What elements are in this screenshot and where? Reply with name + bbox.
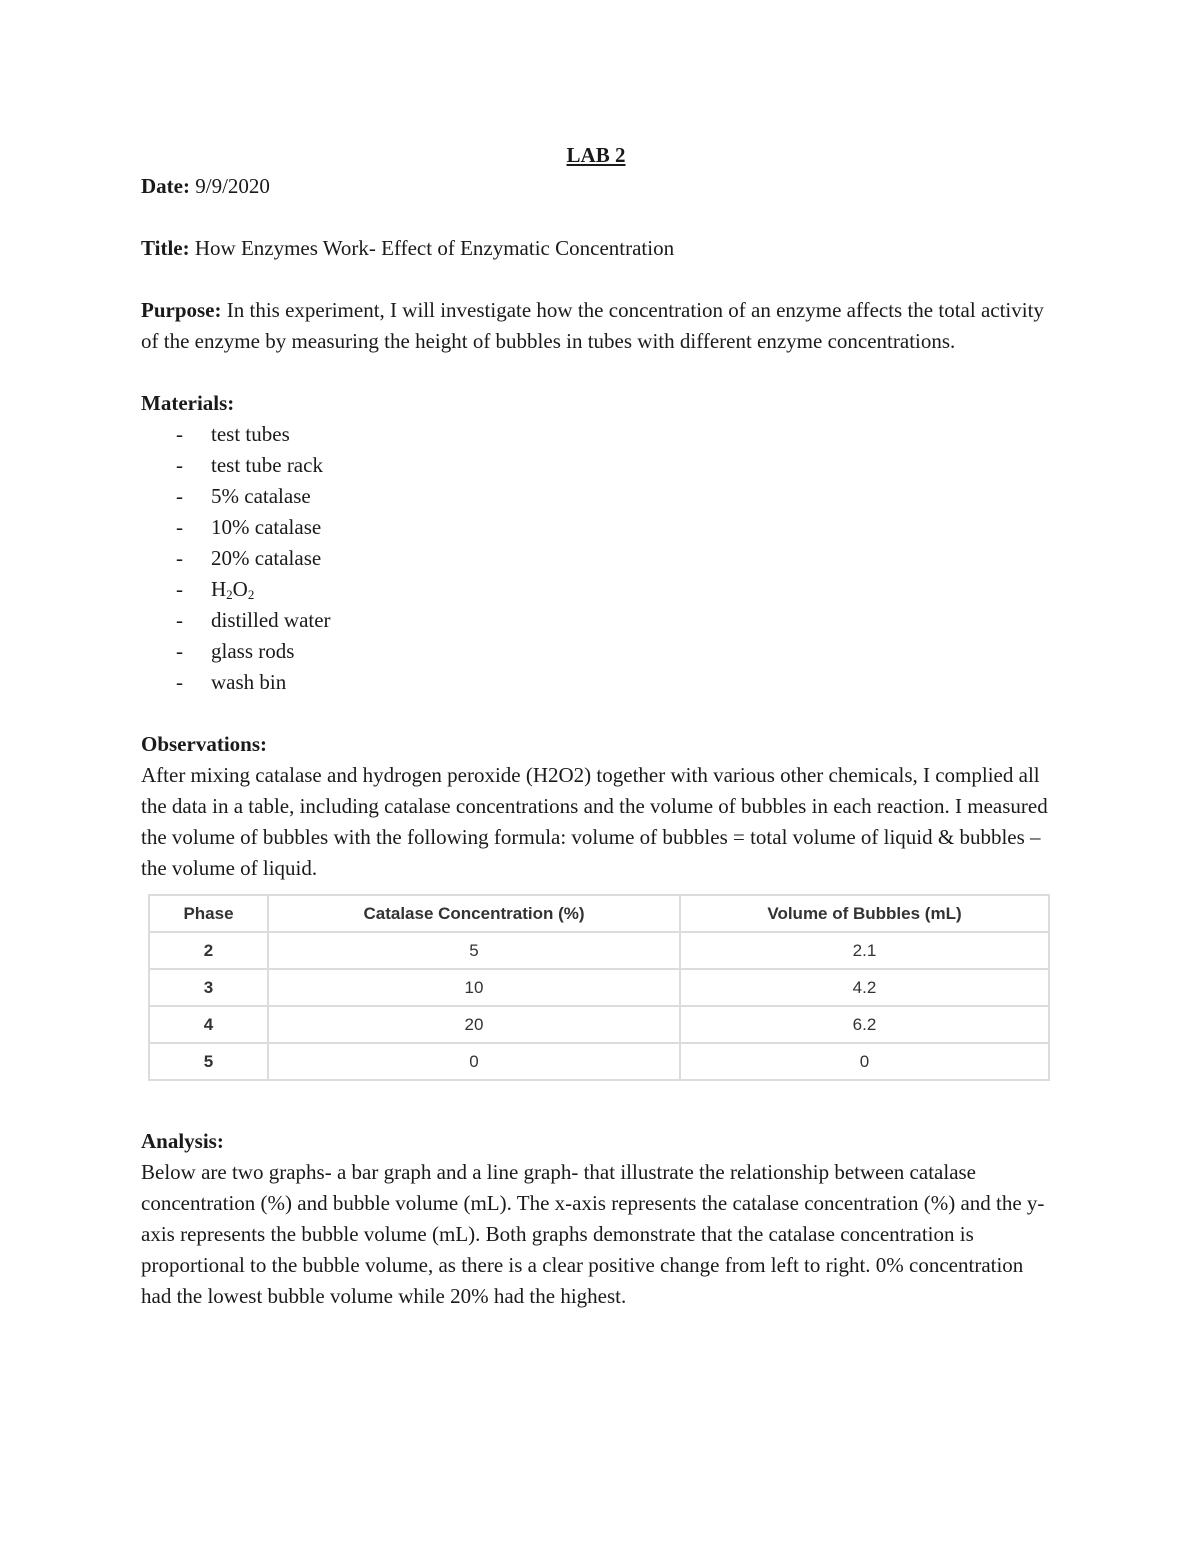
table-row <box>149 1006 1049 1043</box>
table-cell: 6.2 <box>680 1006 1049 1043</box>
column-header: Catalase Concentration (%) <box>268 895 680 932</box>
list-item <box>141 419 1051 450</box>
table-cell: 20 <box>268 1006 680 1043</box>
list-item-text: distilled water <box>211 608 331 632</box>
spacer <box>141 202 1051 233</box>
column-header: Volume of Bubbles (mL) <box>680 895 1049 932</box>
analysis-heading: Analysis: <box>141 1129 224 1153</box>
title-line <box>141 233 1051 264</box>
title-value: How Enzymes Work- Effect of Enzymatic Concentration <box>189 236 675 260</box>
list-bullet: - <box>176 484 183 508</box>
analysis-text: Below are two graphs- a bar graph and a line graph- that illustrate the relationship between catalase concentration (%) and bubble volume (mL). The x-axis represents the catalase concentration (%) and the y-axis represents the bubble volume (mL). Both graphs demonstrate that the catalase concentration is proportional to the bubble volume, as there is a clear positive change from left to right. 0% concentration had the lowest bubble volume while 20% had the highest. <box>141 1160 1045 1308</box>
column-header: Phase <box>149 895 268 932</box>
table-row <box>149 932 1049 969</box>
date-label: Date: <box>141 174 190 198</box>
table-row <box>149 1043 1049 1080</box>
list-bullet: - <box>176 546 183 570</box>
list-item <box>141 574 1051 605</box>
data-table <box>148 894 1050 1081</box>
list-item-text: 20% catalase <box>211 546 322 570</box>
spacer <box>141 357 1051 388</box>
list-item <box>141 605 1051 636</box>
table-cell: 5 <box>149 1043 268 1080</box>
spacer <box>141 1081 1051 1126</box>
list-bullet: - <box>176 639 183 663</box>
title-label: Title: <box>141 236 190 260</box>
spacer <box>141 264 1051 295</box>
list-item <box>141 667 1051 698</box>
list-item-text: 5% catalase <box>211 484 311 508</box>
date-value: 9/9/2020 <box>189 174 270 198</box>
table-cell: 0 <box>268 1043 680 1080</box>
list-item-text: test tube rack <box>211 453 323 477</box>
list-item-text: test tubes <box>211 422 290 446</box>
materials-list <box>141 419 1051 698</box>
observations-text: After mixing catalase and hydrogen peroxide (H2O2) together with various other chemicals, I complied all the data in a table, including catalase concentrations and the volume of bubbles in each reaction. I measured the volume of bubbles with the following formula: volume of bubbles = total volume of liquid & bubbles – the volume of liquid. <box>141 763 1048 880</box>
table-cell: 4.2 <box>680 969 1049 1006</box>
table-header-row <box>149 895 1049 932</box>
list-bullet: - <box>176 577 183 601</box>
list-item-text: 10% catalase <box>211 515 322 539</box>
table-cell: 4 <box>149 1006 268 1043</box>
table-cell: 3 <box>149 969 268 1006</box>
list-bullet: - <box>176 422 183 446</box>
materials-heading: Materials: <box>141 391 235 415</box>
list-item <box>141 636 1051 667</box>
table-cell: 5 <box>268 932 680 969</box>
list-item-text: glass rods <box>211 639 295 663</box>
purpose-text: In this experiment, I will investigate how the concentration of an enzyme affects the total activity of the enzyme by measuring the height of bubbles in tubes with different enzyme concentrations. <box>141 298 1044 353</box>
list-item-text: wash bin <box>211 670 287 694</box>
purpose-label: Purpose: <box>141 298 222 322</box>
purpose-paragraph <box>141 295 1051 357</box>
list-item <box>141 543 1051 574</box>
table-row <box>149 969 1049 1006</box>
list-bullet: - <box>176 670 183 694</box>
document-page <box>141 140 1051 1312</box>
table-cell: 2.1 <box>680 932 1049 969</box>
list-item <box>141 512 1051 543</box>
list-bullet: - <box>176 515 183 539</box>
document-title: LAB 2 <box>566 143 626 167</box>
list-item <box>141 450 1051 481</box>
spacer <box>141 698 1051 729</box>
list-bullet: - <box>176 608 183 632</box>
observations-heading: Observations: <box>141 732 267 756</box>
table-cell: 2 <box>149 932 268 969</box>
table-cell: 0 <box>680 1043 1049 1080</box>
date-line <box>141 171 1051 202</box>
h2o2-formula: $H_2O_2$ <box>211 577 255 602</box>
list-bullet: - <box>176 453 183 477</box>
list-item <box>141 481 1051 512</box>
table-cell: 10 <box>268 969 680 1006</box>
